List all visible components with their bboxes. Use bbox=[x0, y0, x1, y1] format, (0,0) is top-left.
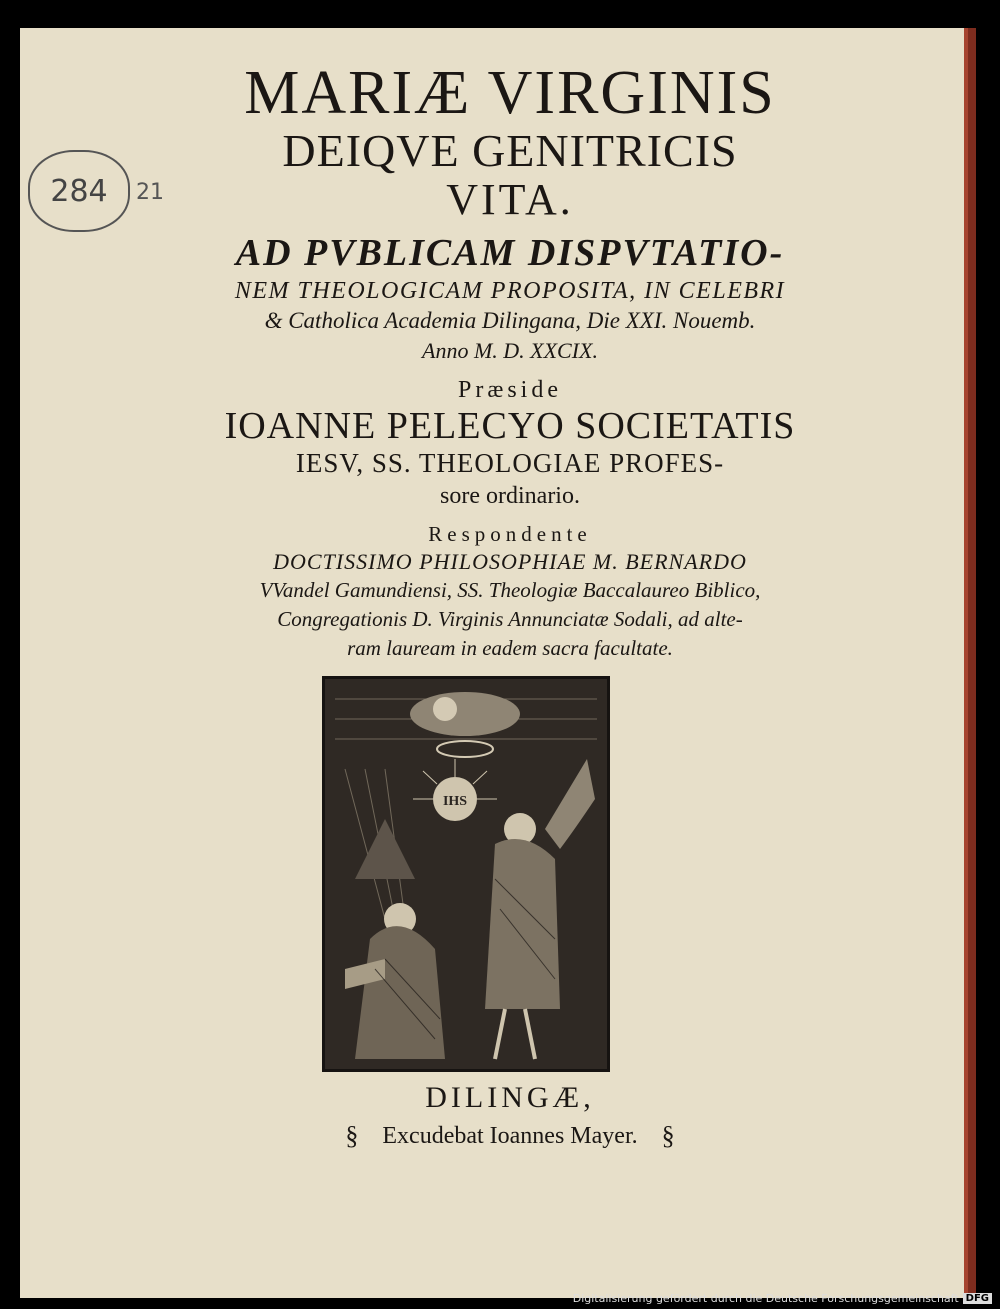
title-line-1: MARIÆ VIRGINIS bbox=[244, 59, 776, 127]
ornament-right-icon: § bbox=[661, 1121, 675, 1150]
ornament-left-icon: § bbox=[345, 1121, 359, 1150]
digitization-footer bbox=[573, 1287, 992, 1309]
title-block bbox=[120, 60, 900, 663]
imprint-printer: Excudebat Ioannes Mayer. bbox=[382, 1123, 638, 1149]
respondente-label: Respondente bbox=[428, 522, 592, 546]
imprint-block bbox=[120, 1080, 900, 1154]
imprint-place: DILINGÆ, bbox=[425, 1081, 595, 1114]
respondente-line-2: VVandel Gamundiensi, SS. Theologiæ Baccalaureo Biblico, bbox=[259, 578, 761, 602]
praeside-label: Præside bbox=[457, 377, 562, 403]
dfg-logo: DFG bbox=[963, 1293, 992, 1304]
ihs-monogram: IHS bbox=[442, 794, 468, 809]
page-edge bbox=[968, 28, 976, 1300]
shelfmark-suffix: 21 bbox=[136, 180, 164, 205]
footer-text: Digitalisierung gefördert durch die Deutsche Forschungsgemeinschaft bbox=[572, 1291, 959, 1305]
printer-line bbox=[120, 1118, 900, 1154]
subtitle-line-2: NEM THEOLOGICAM PROPOSITA, IN CELEBRI bbox=[234, 278, 786, 304]
subtitle-line-4: Anno M. D. XXCIX. bbox=[422, 338, 598, 363]
respondente-line-1: DOCTISSIMO PHILOSOPHIAE M. BERNARDO bbox=[273, 549, 747, 574]
subtitle-line-1: AD PVBLICAM DISPVTATIO- bbox=[235, 232, 785, 274]
shelfmark-stamp bbox=[28, 150, 130, 232]
shelfmark-number: 284 bbox=[50, 173, 108, 209]
praeside-line-2: IESV, SS. THEOLOGIAE PROFES- bbox=[295, 448, 725, 478]
praeside-line-1: IOANNE PELECYO SOCIETATIS bbox=[224, 405, 796, 447]
title-line-2: DEIQVE GENITRICIS bbox=[282, 125, 738, 176]
title-line-3: VITA. bbox=[446, 175, 574, 224]
annunciation-woodcut bbox=[322, 676, 610, 1072]
praeside-line-3: sore ordinario. bbox=[440, 483, 580, 509]
woodcut-image bbox=[325, 679, 607, 1069]
respondente-line-4: ram lauream in eadem sacra facultate. bbox=[347, 636, 673, 660]
respondente-line-3: Congregationis D. Virginis Annunciatæ Sodali, ad alte- bbox=[277, 607, 743, 631]
subtitle-line-3: & Catholica Academia Dilingana, Die XXI. Nouemb. bbox=[264, 308, 756, 333]
